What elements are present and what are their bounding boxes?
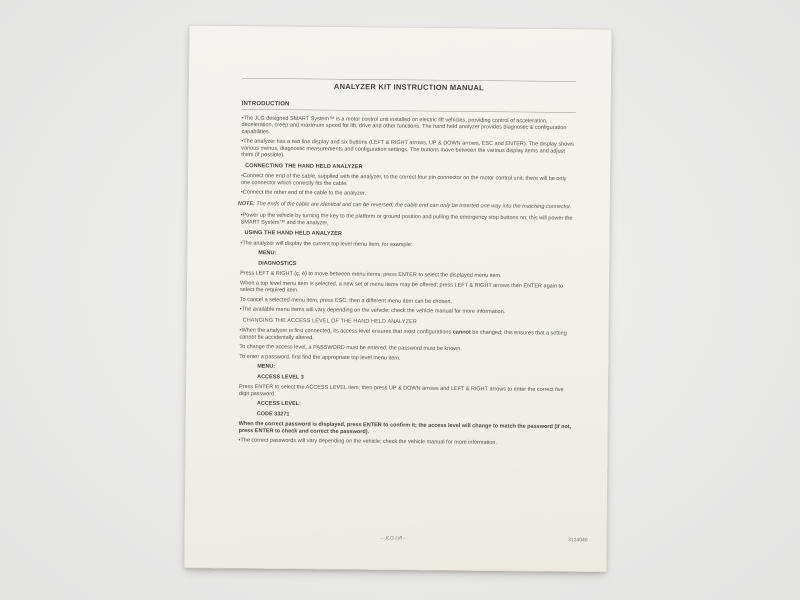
block-menu: MENU: (258, 249, 277, 256)
block-h2: CONNECTING THE HAND HELD ANALYZER (245, 162, 363, 170)
block-bullet: •When the analyzer is first connected, its access level ensures that most configurations cannot be changed; this ensures that a setting cannot be accidentally altered. (239, 326, 567, 341)
block-para: When a top level menu item is selected, a new set of menu items may be offered; press LEFT & RIGHT arrows then ENTER again to select the required item. (239, 279, 564, 294)
block-bullet: •The analyzer will display the current top level menu item; for example: (240, 239, 413, 248)
block-bullet: •Connect the other end of the cable to the analyzer. (240, 189, 367, 197)
page-title: ANALYZER KIT INSTRUCTION MANUAL (333, 82, 484, 93)
block-h2: USING THE HAND HELD ANALYZER (244, 229, 342, 237)
block-menu: DIAGNOSTICS (258, 259, 297, 267)
block-note: NOTE: The ends of the cable are identical and can be reversed; the cable end can only be inserted one way into the matching connector. (237, 200, 572, 210)
block-bullet: •The analyzer has a two line display and six buttons (LEFT & RIGHT arrows, UP & DOWN arrows, ESC and ENTER). The display shows various menus, diagnostic measurements and configuration settings. The buttons move between the various display items and adjust them (if possible). (241, 138, 574, 158)
block-pbold: When the correct password is displayed, press ENTER to confirm it; the access level will change to match the password (if not, press ENTER to check and correct the password). (238, 420, 572, 435)
block-para: Press ENTER to select the ACCESS LEVEL item; then press UP & DOWN arrows and LEFT & RIGHT arrows to enter the correct five digit password: (238, 383, 564, 397)
footer-doc-number: 3124040 (568, 537, 588, 543)
page-content (238, 78, 576, 450)
note-label: NOTE: (237, 200, 257, 207)
block-bullet: •Power up the vehicle by turning the key to the platform or ground position and pulling the emergency stop buttons on; this will power the SMART System™ and the analyzer. (240, 212, 573, 226)
block-bullet: •The correct passwords will vary depending on the vehicle; check the vehicle manual for more information. (238, 436, 497, 446)
block-menu: ACCESS LEVEL 3 (257, 373, 304, 380)
block-menu: MENU: (257, 363, 276, 370)
block-para: To change the access level, a PASSWORD must be entered; the password must be known. (239, 343, 462, 352)
block-bullet: •The JLG designed SMART System™ is a motor control unit installed on electric lift vehicles, providing control of acceleration, deceleration, creep and maximum speed for lift, drive and other functions. The hand held analyzer provides diagnostic & configuration capabilities. (241, 114, 567, 135)
block-para: To enter a password, first find the appropriate top level menu item: (239, 353, 401, 361)
page-footer (238, 534, 588, 543)
block-menu: CODE 33271 (256, 410, 290, 417)
manual-page (184, 25, 612, 572)
footer-brand: – JLG Lift – (380, 535, 407, 542)
block-bullet: •The available menu items will vary depending on the vehicle; check the vehicle manual for more information. (239, 306, 506, 315)
block-para: To cancel a selected menu item, press ESC; then a different menu item can be chosen. (239, 296, 452, 305)
block-para: Press LEFT & RIGHT (ç, è) to move between menu items; press ENTER to select the displayed menu item. (240, 270, 502, 279)
block-menu: ACCESS LEVEL: (256, 400, 301, 407)
block-h2light: CHANGING THE ACCESS LEVEL OF THE HAND HELD ANALYZER (242, 316, 417, 325)
blocks-container (238, 100, 575, 447)
block-bullet: •Connect one end of the cable, supplied with the analyzer, to the correct four pin connector on the motor control unit; there will be only one connector which correctly fits the cable. (240, 172, 567, 187)
block-h1: INTRODUCTION (242, 100, 576, 112)
